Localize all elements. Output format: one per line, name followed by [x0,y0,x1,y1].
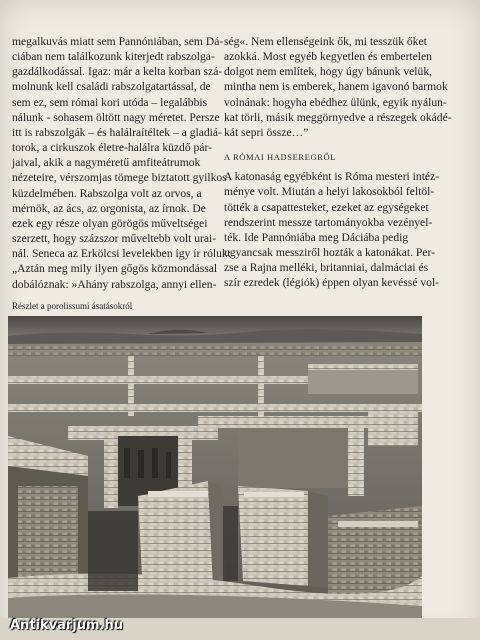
text-line: nál. Seneca az Erkölcsi levelekben így ír róluk: [12,247,231,261]
left-text-column [12,34,231,292]
text-line: ménye volt. Miután a helyi lakosokból feltöl- [224,185,435,199]
text-line: azokká. Most egyéb kegyetlen és embertelen [224,50,432,64]
excavation-ruins-image [8,316,422,618]
text-line: ugyancsak messziről hozták a katonákat. Per- [224,246,435,260]
right-text-column [224,34,452,291]
photo-caption: Részlet a porolissumi ásatásokról [12,301,133,311]
excavation-photo [8,316,422,618]
text-line: dobálóznak: »Ahány rabszolga, annyi ellen- [12,277,217,291]
text-line: kat törli, másik meggörnyedve a részegek okádé- [224,110,452,124]
text-line: itt is rabszolgák – és halálraítéltek – a gladiá- [12,125,222,139]
left-paragraph [12,34,231,292]
text-line: zse a Rajna melléki, britanniai, dalmáciai és [224,261,429,275]
text-line: kát sepri össze…” [224,125,309,139]
text-line: sem ez, sem római kori utóda – legalábbis [12,95,208,109]
text-line: szerzett, hogy százszor műveltebb volt urai- [12,232,217,246]
right-paragraph-top [224,34,452,140]
text-line: ség«. Nem ellenségeink ők, mi tesszük őket [224,35,427,48]
text-line: nézeteire, vérszomjas tömege biztatott gyilkos [12,171,227,185]
text-line: volnának: hogyha ebédhez ülünk, egyik nyálun- [224,95,447,109]
text-line: rendszerint messze tartományokba vezényel- [224,215,433,229]
text-line: torok, a cirkuszok életre-halálra küzdő pár- [12,141,212,155]
text-line: szír ezredek (légiók) éppen olyan kevéssé vol- [224,276,440,290]
text-line: mintha nem is emberek, hanem igavonó barmok [224,80,448,94]
text-line: megalkuvás miatt sem Pannóniában, sem Dá- [12,35,224,48]
text-line: ezek egy része olyan görögös műveltségei [12,216,208,230]
text-line: tötték a csapattesteket, ezeket az egységeket [224,200,429,214]
text-line: küzdelmében. Rabszolga volt az orvos, a [12,186,202,200]
text-line: „Aztán meg mily ilyen gőgös közmondással [12,262,218,276]
text-line: dolgot nem említek, hogy úgy bánunk velük, [224,65,433,79]
site-watermark: Antikvarjum.hu [10,618,123,633]
text-line: nálunk - sohasem öltött nagy méretet. Persze [12,110,220,124]
text-line: A katonaság egyébként is Róma mesteri intéz- [224,170,440,184]
right-paragraph-bottom [224,169,440,290]
text-line: jaival, akik a nagyméretű amfiteátrumok [12,156,201,170]
text-line: gazdálkodással. Igaz: már a kelta korban szá- [12,65,223,79]
text-line: mérnök, az ács, az orgonista, az írnok. De [12,201,206,215]
text-line: ciában nem találkozunk kiterjedt rabszolga- [12,50,215,64]
text-line: molnunk kell családi rabszolgatartással, de [12,80,211,94]
section-heading: A RÓMAI HADSEREGRŐL [224,152,336,163]
text-line: ték. Ide Pannóniába meg Dáciába pedig [224,230,409,244]
